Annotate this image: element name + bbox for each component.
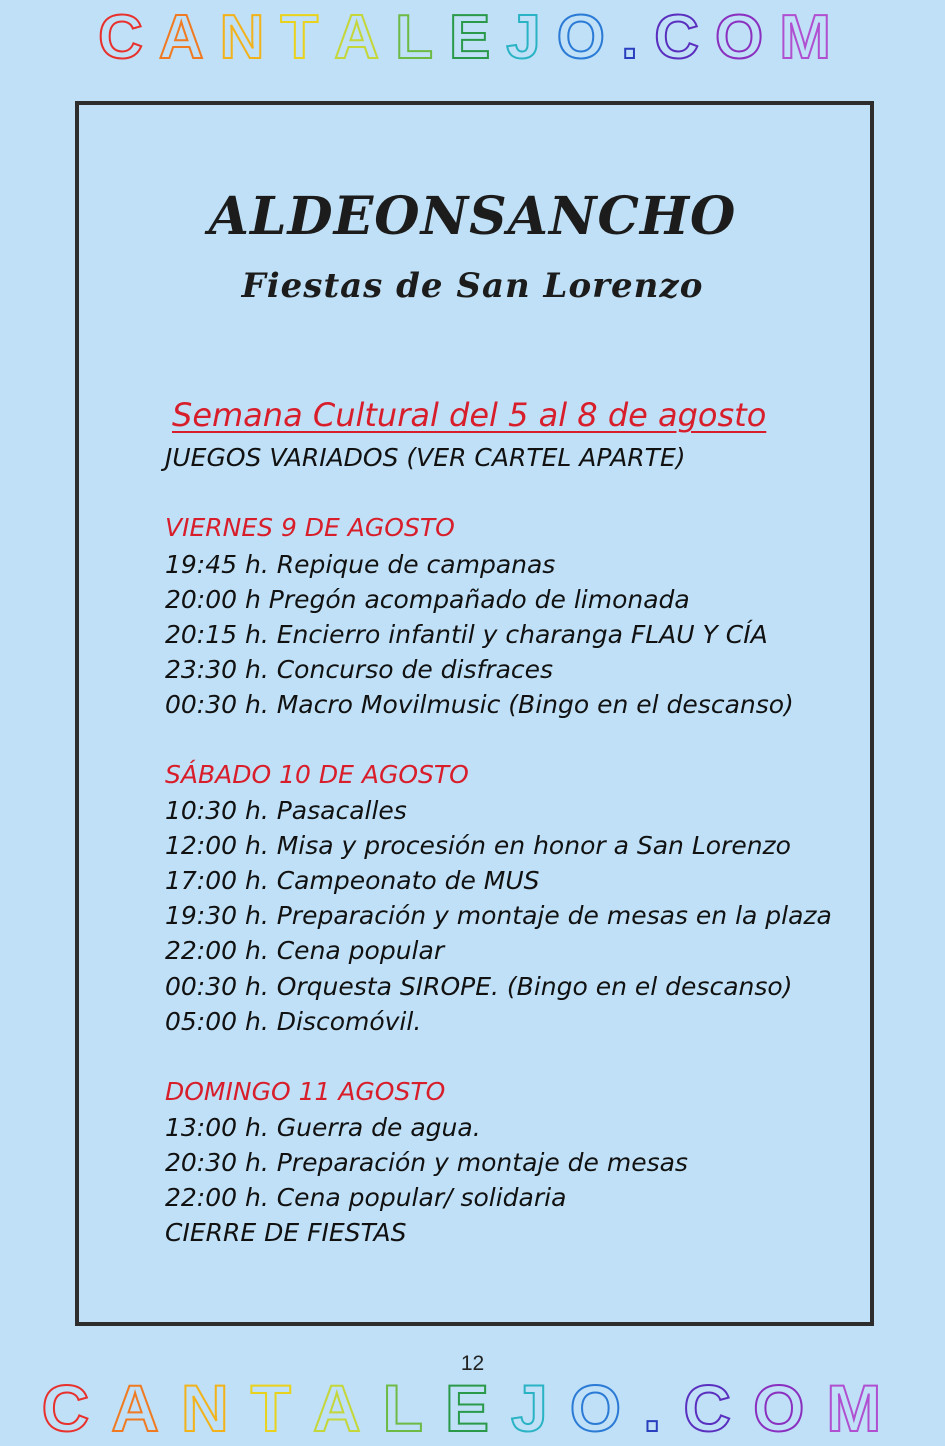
banner-letter: E: [444, 1371, 511, 1445]
intro-note: JUEGOS VARIADOS (VER CARTEL APARTE): [165, 443, 686, 472]
banner-letter: N: [180, 1371, 251, 1445]
banner-letter: .: [621, 3, 655, 72]
banner-letter: M: [826, 1371, 904, 1445]
banner-letter: T: [280, 3, 335, 72]
banner-letter: A: [111, 1371, 181, 1445]
banner-letter: O: [715, 3, 780, 72]
banner-letter: C: [98, 3, 159, 72]
banner-letter: C: [683, 1371, 754, 1445]
banner-letter: A: [312, 1371, 383, 1445]
event-line: 19:30 h. Preparación y montaje de mesas en la plaza: [165, 901, 832, 930]
event-line: 12:00 h. Misa y procesión en honor a San Lorenzo: [165, 831, 791, 860]
event-line: 10:30 h. Pasacalles: [165, 796, 407, 825]
banner-letter: J: [510, 1371, 570, 1445]
banner-letter: E: [448, 3, 507, 72]
banner-letter: N: [219, 3, 281, 72]
banner-letter: L: [382, 1371, 445, 1445]
event-line: 20:15 h. Encierro infantil y charanga FLAU Y CÍA: [165, 620, 768, 649]
banner-letter: O: [569, 1371, 644, 1445]
event-line: 22:00 h. Cena popular: [165, 936, 445, 965]
banner-letter: A: [334, 3, 396, 72]
event-line: 00:30 h. Macro Movilmusic (Bingo en el descanso): [165, 690, 794, 719]
banner-letter: T: [250, 1371, 313, 1445]
semana-cultural-heading: Semana Cultural del 5 al 8 de agosto: [172, 396, 767, 434]
event-line: 13:00 h. Guerra de agua.: [165, 1113, 481, 1142]
page-title: ALDEONSANCHO: [208, 186, 737, 247]
event-line: 00:30 h. Orquesta SIROPE. (Bingo en el descanso): [165, 972, 793, 1001]
event-line: 20:00 h Pregón acompañado de limonada: [165, 585, 690, 614]
page-number: 12: [460, 1352, 485, 1375]
event-line: 20:30 h. Preparación y montaje de mesas: [165, 1148, 688, 1177]
day-title-sabado: SÁBADO 10 DE AGOSTO: [165, 760, 469, 789]
event-line: 05:00 h. Discomóvil.: [165, 1007, 422, 1036]
day-title-viernes: VIERNES 9 DE AGOSTO: [165, 513, 455, 542]
event-line: CIERRE DE FIESTAS: [165, 1218, 407, 1247]
event-line: 23:30 h. Concurso de disfraces: [165, 655, 554, 684]
banner-letter: A: [158, 3, 220, 72]
banner-letter: .: [643, 1371, 684, 1445]
page-subtitle: Fiestas de San Lorenzo: [241, 266, 704, 306]
banner-letter: C: [654, 3, 716, 72]
site-banner-top: [0, 2, 945, 73]
event-line: 19:45 h. Repique de campanas: [165, 550, 556, 579]
event-line: 17:00 h. Campeonato de MUS: [165, 866, 540, 895]
banner-letter: O: [556, 3, 622, 72]
day-title-domingo: DOMINGO 11 AGOSTO: [165, 1077, 446, 1106]
banner-letter: J: [506, 3, 557, 72]
banner-letter: C: [41, 1371, 112, 1445]
site-banner-bottom: [0, 1370, 945, 1446]
event-line: 22:00 h. Cena popular/ solidaria: [165, 1183, 567, 1212]
banner-letter: M: [779, 3, 847, 72]
banner-letter: L: [395, 3, 449, 72]
banner-letter: O: [753, 1371, 827, 1445]
